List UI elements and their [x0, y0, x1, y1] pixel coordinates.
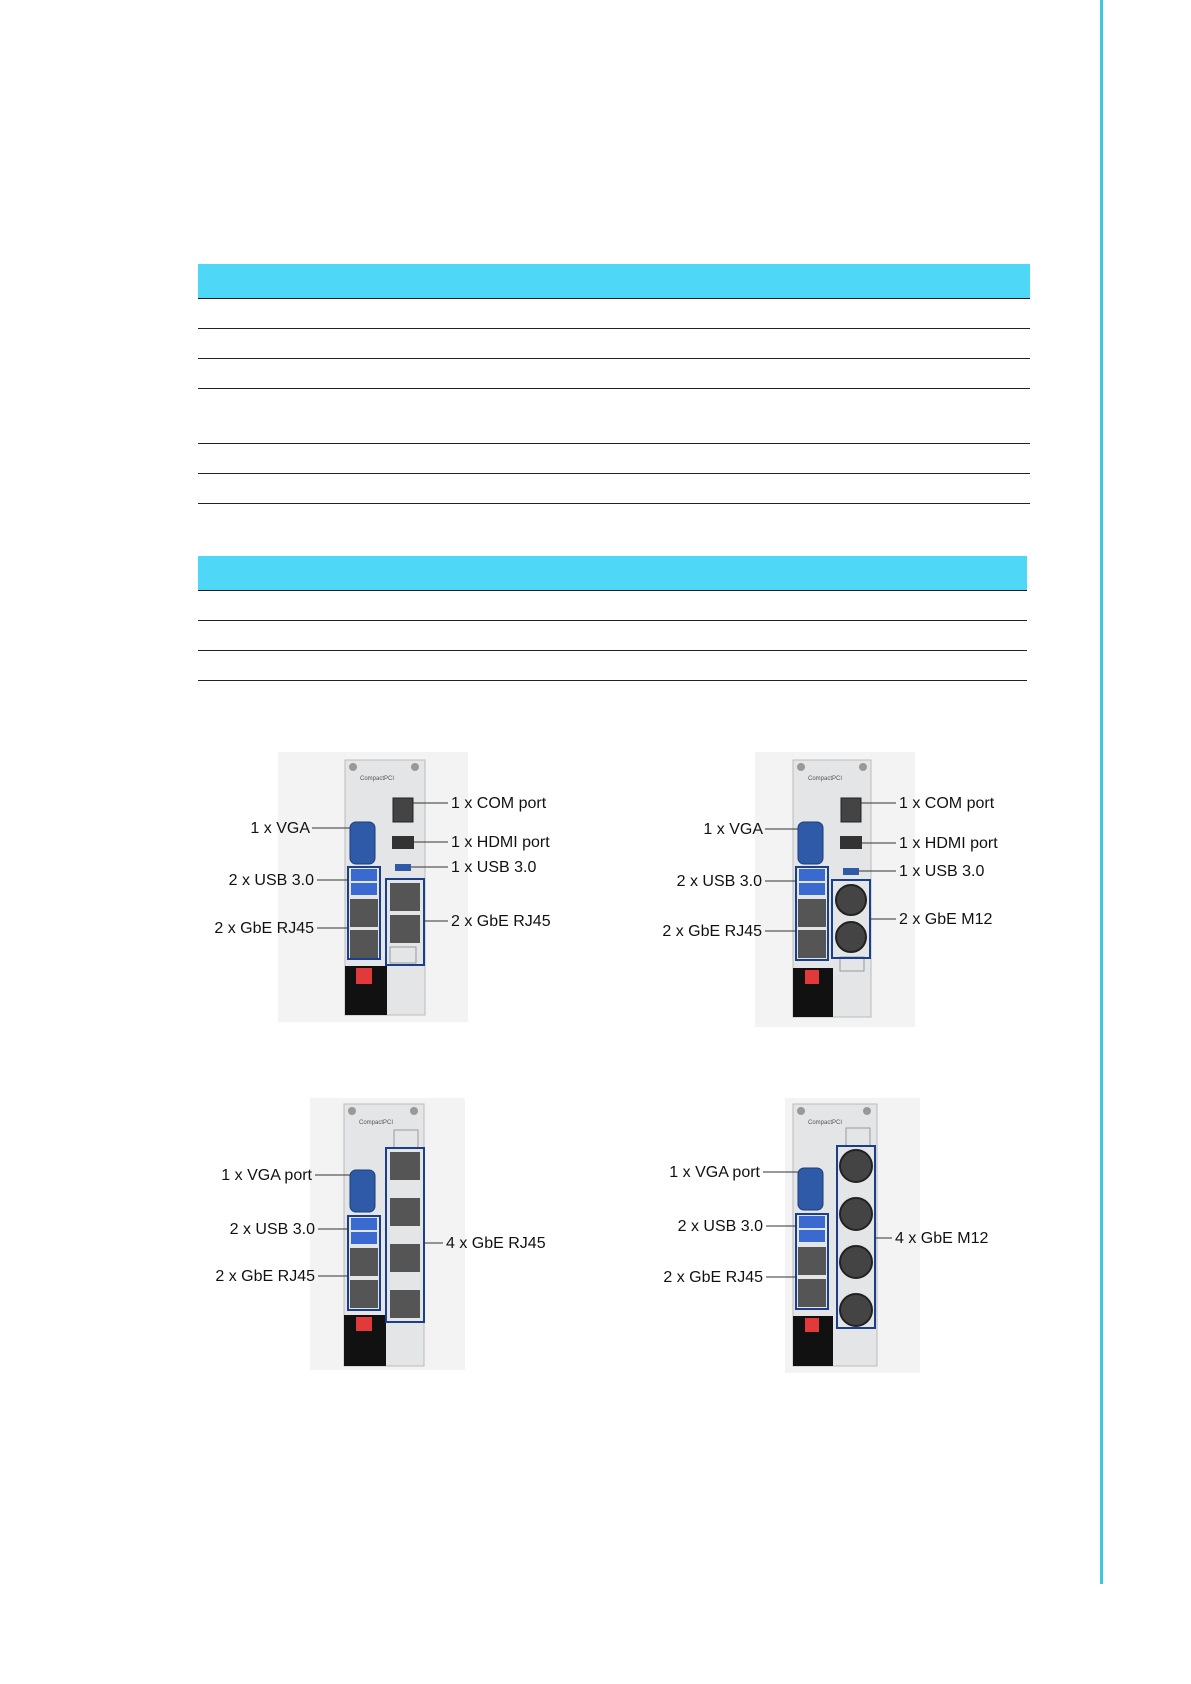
- label-gbe-left: 2 x GbE RJ45: [662, 923, 762, 940]
- rj45-port-icon: [350, 1248, 378, 1276]
- rj45-port-icon: [390, 915, 420, 943]
- front-panel-figure-4: [650, 1098, 1030, 1393]
- table-row: [198, 329, 1030, 359]
- m12-port-icon: [836, 922, 866, 952]
- label-gbe-left: 2 x GbE RJ45: [215, 1268, 315, 1285]
- label-gbe-left: 2 x GbE RJ45: [214, 920, 314, 937]
- svg-text:CompactPCI: CompactPCI: [808, 1120, 843, 1126]
- label-gbe-right: 4 x GbE M12: [895, 1230, 989, 1247]
- vga-port-icon: [798, 1168, 823, 1210]
- label-vga: 1 x VGA port: [221, 1167, 312, 1184]
- label-gbe-right: 2 x GbE M12: [899, 911, 993, 928]
- usb-port-icon: [799, 1216, 825, 1228]
- label-vga: 1 x VGA port: [669, 1164, 760, 1181]
- usb-port-icon: [799, 1230, 825, 1242]
- eject-button: [356, 968, 372, 984]
- table-row: [198, 591, 1027, 621]
- usb-port-icon: [395, 864, 411, 871]
- table-row: [198, 359, 1030, 389]
- rj45-port-icon: [350, 899, 378, 927]
- rj45-port-icon: [350, 1280, 378, 1308]
- label-usb-right: 1 x USB 3.0: [451, 859, 537, 876]
- svg-text:CompactPCI: CompactPCI: [808, 776, 843, 782]
- hdmi-port-icon: [840, 836, 862, 849]
- eject-button: [356, 1317, 372, 1331]
- screw-icon: [797, 1107, 805, 1115]
- screw-icon: [410, 1107, 418, 1115]
- rj45-port-icon: [798, 930, 826, 958]
- label-usb-right: 1 x USB 3.0: [899, 863, 985, 880]
- table-row: [198, 389, 1030, 444]
- usb-port-icon: [351, 883, 377, 895]
- usb-port-icon: [351, 1232, 377, 1244]
- svg-text:CompactPCI: CompactPCI: [359, 1120, 394, 1126]
- rj45-port-icon: [798, 1247, 826, 1275]
- label-usb-left: 2 x USB 3.0: [228, 872, 314, 889]
- usb-port-icon: [799, 883, 825, 895]
- usb-port-icon: [843, 868, 859, 875]
- label-com: 1 x COM port: [451, 795, 547, 812]
- table-header: [198, 556, 1027, 591]
- vga-port-icon: [350, 822, 375, 864]
- m12-port-icon: [836, 885, 866, 915]
- table-row: [198, 651, 1027, 681]
- screw-icon: [349, 763, 357, 771]
- front-panel-figure-3: [200, 1098, 580, 1393]
- eject-button: [805, 1318, 819, 1332]
- rj45-port-icon: [390, 1198, 420, 1226]
- label-gbe-left: 2 x GbE RJ45: [663, 1269, 763, 1286]
- table-row: [198, 474, 1030, 504]
- rj45-port-icon: [390, 1244, 420, 1272]
- usb-port-icon: [799, 869, 825, 881]
- hdmi-port-icon: [392, 836, 414, 849]
- table-header: [198, 264, 1030, 299]
- m12-port-icon: [840, 1246, 872, 1278]
- screw-icon: [348, 1107, 356, 1115]
- label-vga: 1 x VGA: [250, 820, 310, 837]
- table-row: [198, 299, 1030, 329]
- rj45-port-icon: [390, 883, 420, 911]
- page-edge-accent-line: [1100, 0, 1103, 1584]
- m12-port-icon: [840, 1150, 872, 1182]
- com-port-icon: [393, 798, 413, 822]
- svg-text:CompactPCI: CompactPCI: [360, 776, 395, 782]
- rj45-port-icon: [798, 899, 826, 927]
- label-gbe-right: 4 x GbE RJ45: [446, 1235, 546, 1252]
- spec-table-2: [198, 556, 1027, 681]
- vga-port-icon: [798, 822, 823, 864]
- screw-icon: [859, 763, 867, 771]
- vga-port-icon: [350, 1170, 375, 1212]
- rj45-port-icon: [390, 1152, 420, 1180]
- rj45-port-icon: [390, 1290, 420, 1318]
- rj45-port-icon: [350, 930, 378, 958]
- label-hdmi: 1 x HDMI port: [899, 835, 998, 852]
- screw-icon: [411, 763, 419, 771]
- label-vga: 1 x VGA: [703, 821, 763, 838]
- usb-port-icon: [351, 1218, 377, 1230]
- label-hdmi: 1 x HDMI port: [451, 834, 550, 851]
- m12-port-icon: [840, 1198, 872, 1230]
- front-panel-figure-1: [200, 752, 580, 1037]
- spec-table-1: [198, 264, 1030, 504]
- eject-button: [805, 970, 819, 984]
- table-row: [198, 444, 1030, 474]
- label-com: 1 x COM port: [899, 795, 995, 812]
- label-gbe-right: 2 x GbE RJ45: [451, 913, 551, 930]
- screw-icon: [863, 1107, 871, 1115]
- front-panel-figure-2: [650, 752, 1030, 1037]
- label-usb-left: 2 x USB 3.0: [229, 1221, 315, 1238]
- com-port-icon: [841, 798, 861, 822]
- table-row: [198, 621, 1027, 651]
- label-usb-left: 2 x USB 3.0: [676, 873, 762, 890]
- label-usb-left: 2 x USB 3.0: [677, 1218, 763, 1235]
- m12-port-icon: [840, 1294, 872, 1326]
- rj45-port-icon: [798, 1279, 826, 1307]
- screw-icon: [797, 763, 805, 771]
- usb-port-icon: [351, 869, 377, 881]
